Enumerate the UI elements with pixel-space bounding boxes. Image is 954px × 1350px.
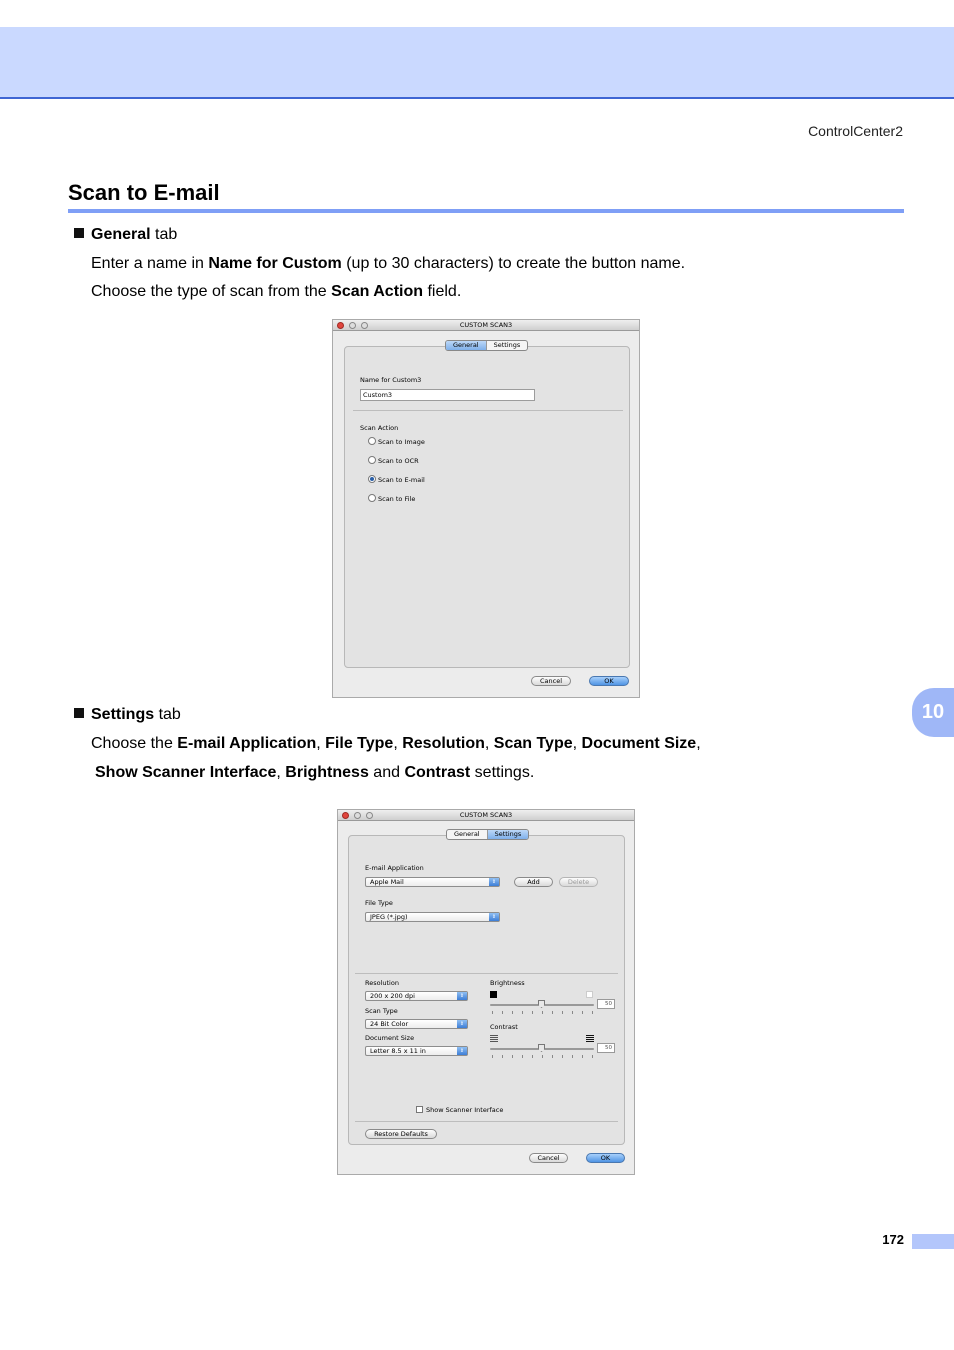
cancel-button[interactable]: Cancel: [531, 676, 571, 686]
chevron-updown-icon: ⇕: [457, 1047, 467, 1055]
custom-scan-dialog-settings: [337, 809, 635, 1175]
radio-scan-to-file[interactable]: [368, 494, 376, 502]
dialog-title: CUSTOM SCAN3: [459, 811, 513, 819]
term: Name for Custom: [208, 255, 342, 272]
select-value: 24 Bit Color: [370, 1020, 409, 1028]
text: ,: [484, 735, 494, 752]
term: Resolution: [402, 735, 485, 752]
radio-scan-to-image[interactable]: [368, 437, 376, 445]
chevron-updown-icon: ⇕: [457, 992, 467, 1000]
text: ,: [696, 735, 701, 752]
slider-ticks: [492, 1011, 594, 1014]
resolution-label: Resolution: [365, 979, 399, 987]
bullet-square-icon: [74, 708, 84, 718]
divider: [355, 1121, 618, 1122]
general-text-2: [91, 283, 461, 301]
settings-text-1: [91, 735, 701, 753]
page-number-bar: [912, 1234, 954, 1249]
settings-text-2: [95, 764, 534, 782]
restore-defaults-button[interactable]: Restore Defaults: [365, 1129, 437, 1139]
brightness-value[interactable]: 50: [597, 999, 615, 1009]
close-icon[interactable]: [337, 322, 344, 329]
slider-ticks: [492, 1055, 594, 1058]
add-button[interactable]: Add: [514, 877, 553, 887]
tab-general[interactable]: General: [446, 341, 487, 350]
select-value: Letter 8.5 x 11 in: [370, 1047, 426, 1055]
file-type-label: File Type: [365, 899, 393, 907]
section-title: Scan to E-mail: [68, 180, 220, 205]
dialog-titlebar: [333, 320, 639, 331]
term: Document Size: [581, 735, 697, 752]
text: field.: [423, 283, 462, 300]
term: E-mail Application: [177, 735, 317, 752]
divider: [355, 973, 618, 974]
select-value: 200 x 200 dpi: [370, 992, 415, 1000]
chevron-updown-icon: ⇕: [489, 878, 499, 886]
delete-button: Delete: [559, 877, 598, 887]
text: Enter a name in: [91, 255, 209, 272]
dialog-titlebar: [338, 810, 634, 821]
chevron-updown-icon: ⇕: [457, 1020, 467, 1028]
text: ,: [572, 735, 582, 752]
high-contrast-icon: [586, 1035, 594, 1042]
radio-label: Scan to File: [378, 495, 416, 503]
custom-scan-dialog-general: [332, 319, 640, 698]
term: Scan Action: [331, 283, 424, 300]
radio-scan-to-email[interactable]: [368, 475, 376, 483]
dark-swatch-icon: [490, 991, 497, 998]
light-swatch-icon: [586, 991, 593, 998]
tab-settings[interactable]: Settings: [493, 341, 521, 349]
contrast-label: Contrast: [490, 1023, 518, 1031]
text: and: [368, 764, 405, 781]
email-app-select[interactable]: [365, 877, 500, 887]
general-bullet: [74, 226, 177, 244]
term: File Type: [325, 735, 394, 752]
radio-label: Scan to Image: [378, 438, 425, 446]
show-scanner-label: Show Scanner Interface: [426, 1106, 504, 1114]
settings-bullet: [74, 706, 181, 724]
text: ,: [393, 735, 403, 752]
tab-general[interactable]: General: [447, 830, 488, 839]
text: Choose the type of scan from the: [91, 283, 332, 300]
minimize-icon[interactable]: [349, 322, 356, 329]
scan-action-label: Scan Action: [360, 424, 399, 432]
ok-button[interactable]: OK: [589, 676, 629, 686]
bullet-square-icon: [74, 228, 84, 238]
scan-type-label: Scan Type: [365, 1007, 398, 1015]
general-text-1: [91, 255, 685, 273]
term: Contrast: [404, 764, 471, 781]
contrast-value[interactable]: 50: [597, 1043, 615, 1053]
chevron-updown-icon: ⇕: [489, 913, 499, 921]
general-term: General: [91, 226, 151, 243]
radio-label: Scan to E-mail: [378, 476, 425, 484]
file-type-select[interactable]: [365, 912, 500, 922]
document-size-select[interactable]: [365, 1046, 468, 1056]
resolution-select[interactable]: [365, 991, 468, 1001]
select-value: JPEG (*.jpg): [370, 913, 408, 921]
radio-scan-to-ocr[interactable]: [368, 456, 376, 464]
dialog-title: CUSTOM SCAN3: [459, 321, 513, 329]
close-icon[interactable]: [342, 812, 349, 819]
text: (up to 30 characters) to create the button name.: [341, 255, 686, 272]
name-field[interactable]: Custom3: [360, 389, 535, 401]
email-app-label: E-mail Application: [365, 864, 424, 872]
cancel-button[interactable]: Cancel: [529, 1153, 568, 1163]
text: settings.: [470, 764, 535, 781]
term: Show Scanner Interface: [95, 764, 277, 781]
header-band: [0, 27, 954, 99]
zoom-icon[interactable]: [366, 812, 373, 819]
title-underline: [68, 209, 904, 213]
low-contrast-icon: [490, 1035, 498, 1042]
divider: [353, 410, 623, 411]
name-label: Name for Custom3: [360, 376, 422, 384]
settings-term: Settings: [91, 706, 155, 723]
general-suffix: tab: [150, 226, 178, 243]
show-scanner-checkbox[interactable]: [416, 1106, 423, 1113]
ok-button[interactable]: OK: [586, 1153, 625, 1163]
running-header: ControlCenter2: [808, 123, 903, 139]
select-value: Apple Mail: [370, 878, 404, 886]
term: Scan Type: [493, 735, 573, 752]
settings-suffix: tab: [154, 706, 181, 723]
tab-bar: [446, 829, 529, 840]
text: Choose the: [91, 735, 178, 752]
text: ,: [276, 764, 286, 781]
scan-type-select[interactable]: [365, 1019, 468, 1029]
text: ,: [316, 735, 326, 752]
zoom-icon[interactable]: [361, 322, 368, 329]
page-number: 172: [882, 1232, 904, 1247]
radio-label: Scan to OCR: [378, 457, 419, 465]
brightness-label: Brightness: [490, 979, 525, 987]
tab-bar: [445, 340, 528, 351]
minimize-icon[interactable]: [354, 812, 361, 819]
term: Brightness: [285, 764, 369, 781]
document-size-label: Document Size: [365, 1034, 415, 1042]
chapter-tab: 10: [912, 688, 954, 737]
tab-settings[interactable]: Settings: [488, 830, 529, 839]
